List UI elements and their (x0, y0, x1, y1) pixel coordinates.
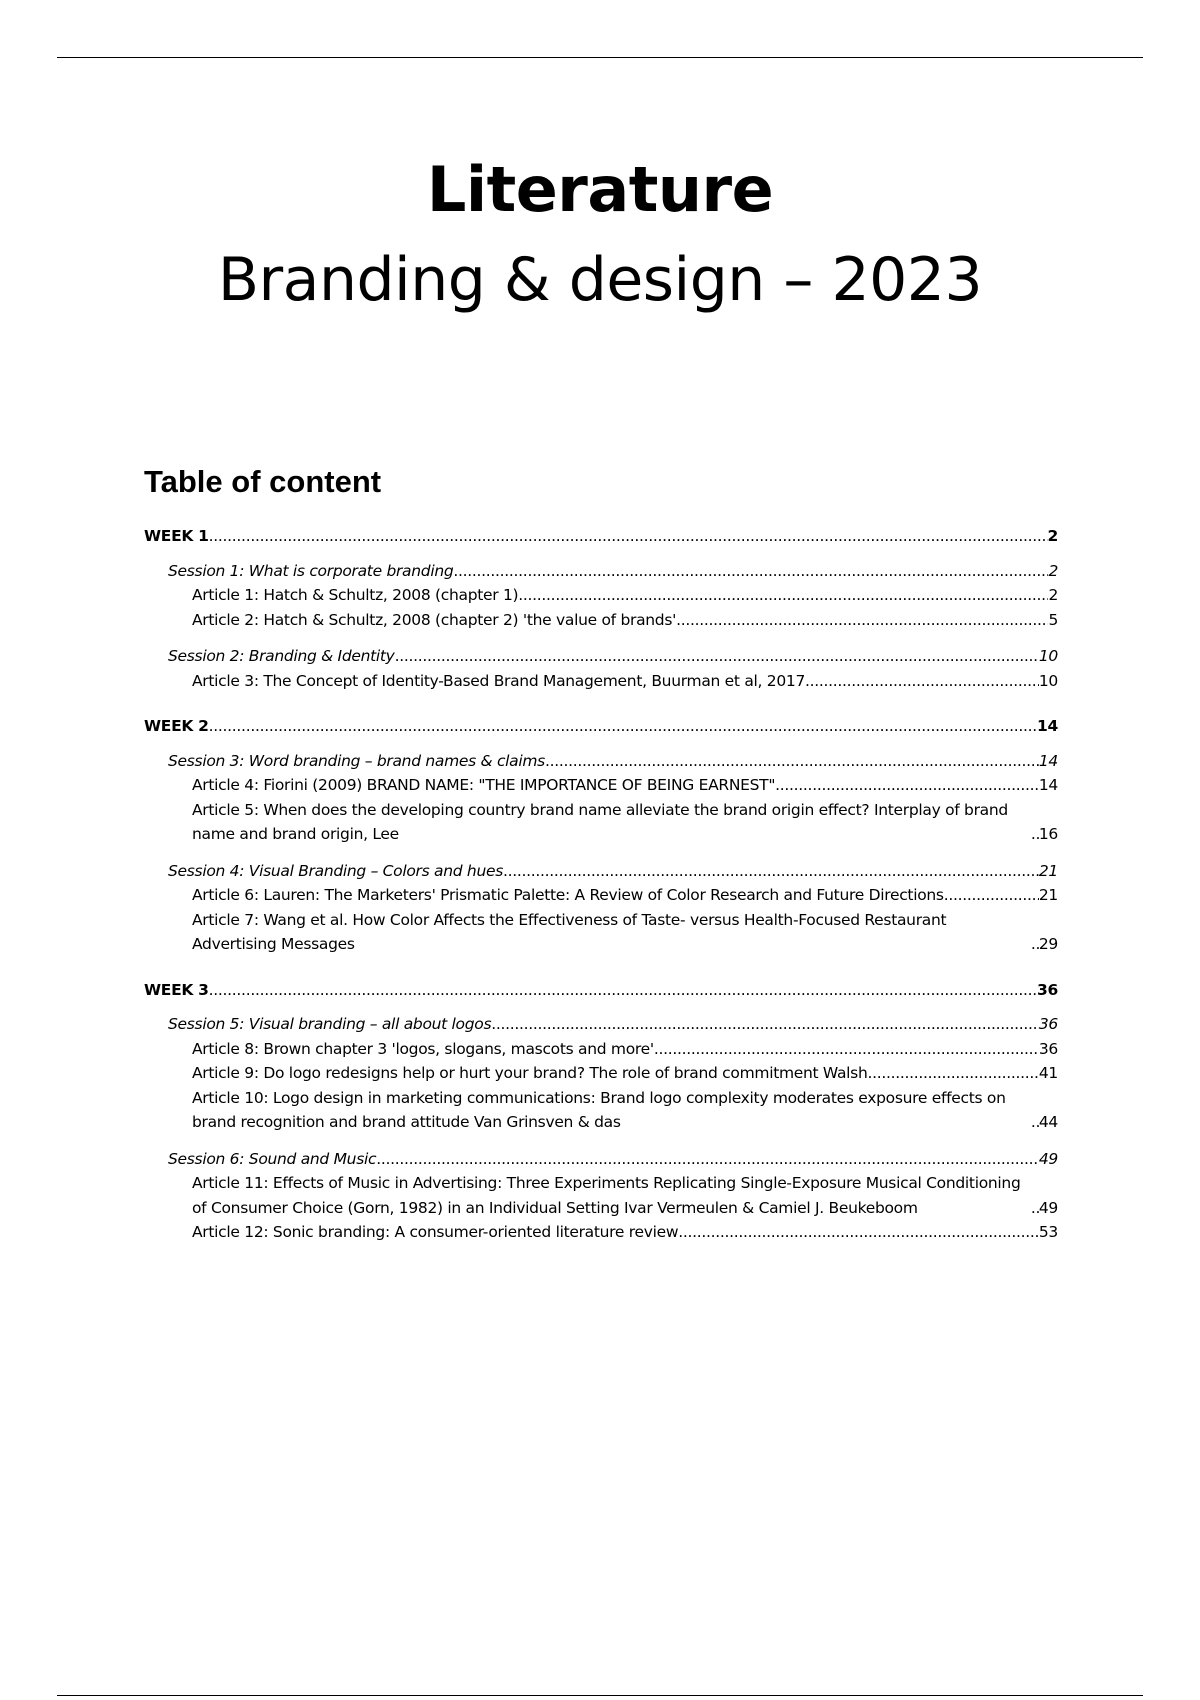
toc-article-10[interactable] (144, 1086, 1058, 1135)
toc-article-4[interactable] (144, 773, 1058, 798)
toc-article-label: Article 10: Logo design in marketing communications: Brand logo complexity moderates exposure effects on brand recognition and brand attitude Van Grinsven & das (192, 1088, 1006, 1131)
toc-page-number: 36 (1038, 1039, 1058, 1058)
toc-article-7[interactable] (144, 908, 1058, 957)
table-of-contents (144, 524, 1058, 1245)
toc-leader (209, 978, 1037, 1003)
toc-article-5[interactable] (144, 798, 1058, 847)
toc-article-label: Article 2: Hatch & Schultz, 2008 (chapter 2) 'the value of brands' (192, 610, 677, 629)
toc-leader (944, 883, 1039, 908)
toc-leader (395, 644, 1039, 669)
toc-session-3[interactable] (144, 749, 1058, 774)
toc-leader (1031, 1196, 1039, 1221)
toc-article-label: Article 9: Do logo redesigns help or hurt your brand? The role of brand commitment Walsh (192, 1064, 868, 1082)
toc-session-2[interactable] (144, 644, 1058, 669)
toc-week-label: WEEK 3 (144, 980, 209, 999)
toc-page-number: 2 (1048, 586, 1058, 604)
toc-article-11[interactable] (144, 1171, 1058, 1220)
toc-leader (491, 1012, 1039, 1037)
toc-leader (1031, 1110, 1039, 1135)
toc-page-number: 21 (1038, 861, 1058, 880)
toc-page-number: 10 (1038, 671, 1058, 690)
toc-session-1[interactable] (144, 559, 1058, 584)
toc-page-number: 14 (1038, 776, 1058, 794)
toc-leader (867, 1061, 1038, 1086)
document-subtitle: Branding & design – 2023 (217, 245, 983, 315)
toc-article-1[interactable] (144, 583, 1058, 608)
toc-article-label: Article 1: Hatch & Schultz, 2008 (chapter 1) (192, 586, 519, 604)
toc-leader (1031, 932, 1039, 957)
toc-page-number: 29 (1038, 935, 1058, 953)
toc-week-label: WEEK 1 (144, 527, 209, 545)
toc-article-2[interactable] (144, 608, 1058, 633)
toc-session-label: Session 4: Visual Branding – Colors and hues (168, 861, 503, 880)
toc-article-label: Article 3: The Concept of Identity-Based Brand Management, Buurman et al, 2017 (192, 671, 806, 690)
document-title: Literature (426, 153, 774, 226)
toc-page-number: 14 (1038, 751, 1058, 770)
footer-rule (57, 1695, 1143, 1696)
toc-page-number: 36 (1037, 980, 1058, 999)
toc-week-3[interactable] (144, 978, 1058, 1003)
toc-page-number: 21 (1038, 886, 1058, 904)
toc-article-6[interactable] (144, 883, 1058, 908)
toc-page-number: 49 (1038, 1149, 1058, 1168)
toc-page-number: 10 (1038, 647, 1058, 665)
toc-page-number: 2 (1047, 527, 1058, 545)
toc-leader (209, 524, 1048, 549)
toc-page-number: 49 (1038, 1198, 1058, 1217)
toc-week-label: WEEK 2 (144, 717, 209, 735)
toc-article-label: Article 6: Lauren: The Marketers' Prismatic Palette: A Review of Color Research and Future Directions (192, 886, 944, 904)
toc-leader (678, 1220, 1039, 1245)
toc-week-2[interactable] (144, 714, 1058, 739)
toc-leader (209, 714, 1037, 739)
toc-leader (503, 859, 1039, 884)
toc-leader (654, 1037, 1039, 1062)
toc-page-number: 41 (1038, 1064, 1058, 1082)
toc-page-number: 5 (1048, 610, 1058, 629)
title-block (0, 150, 1200, 330)
toc-session-6[interactable] (144, 1147, 1058, 1172)
toc-session-label: Session 3: Word branding – brand names & claims (168, 751, 545, 770)
toc-leader (1031, 822, 1039, 847)
toc-article-8[interactable] (144, 1037, 1058, 1062)
toc-page-number: 36 (1038, 1015, 1058, 1033)
toc-session-5[interactable] (144, 1012, 1058, 1037)
toc-article-12[interactable] (144, 1220, 1058, 1245)
toc-session-4[interactable] (144, 859, 1058, 884)
toc-week-1[interactable] (144, 524, 1058, 549)
toc-session-label: Session 5: Visual branding – all about logos (168, 1015, 492, 1033)
toc-article-label: Article 4: Fiorini (2009) BRAND NAME: "THE IMPORTANCE OF BEING EARNEST" (192, 776, 776, 794)
header-rule (57, 57, 1143, 58)
toc-page-number: 2 (1048, 561, 1058, 580)
toc-leader (805, 669, 1039, 694)
toc-leader (545, 749, 1039, 774)
toc-leader (518, 583, 1048, 608)
toc-article-label: Article 11: Effects of Music in Advertising: Three Experiments Replicating Single-Exposure Musical Conditioning of Consumer Choice (Gorn, 1982) in an Individual Setting Ivar Vermeulen & Camiel J. Beukeboom (192, 1174, 1021, 1217)
toc-article-9[interactable] (144, 1061, 1058, 1086)
toc-session-label: Session 1: What is corporate branding (168, 561, 454, 580)
toc-page-number: 44 (1038, 1113, 1058, 1131)
toc-leader (376, 1147, 1039, 1172)
toc-leader (775, 773, 1039, 798)
toc-article-label: Article 5: When does the developing country brand name alleviate the brand origin effect? Interplay of brand name and brand origin, Lee (192, 800, 1008, 843)
toc-article-3[interactable] (144, 669, 1058, 694)
toc-page-number: 14 (1037, 717, 1058, 735)
toc-article-label: Article 8: Brown chapter 3 'logos, slogans, mascots and more' (192, 1039, 654, 1058)
toc-leader (453, 559, 1048, 584)
toc-page-number: 16 (1038, 825, 1058, 843)
toc-session-label: Session 2: Branding & Identity (168, 647, 395, 665)
toc-article-label: Article 12: Sonic branding: A consumer-oriented literature review (192, 1223, 679, 1241)
toc-page-number: 53 (1038, 1223, 1058, 1241)
toc-session-label: Session 6: Sound and Music (168, 1149, 377, 1168)
toc-leader (676, 608, 1048, 633)
toc-heading: Table of content (144, 464, 382, 499)
toc-article-label: Article 7: Wang et al. How Color Affects the Effectiveness of Taste- versus Health-Focused Restaurant Advertising Messages (192, 910, 947, 953)
